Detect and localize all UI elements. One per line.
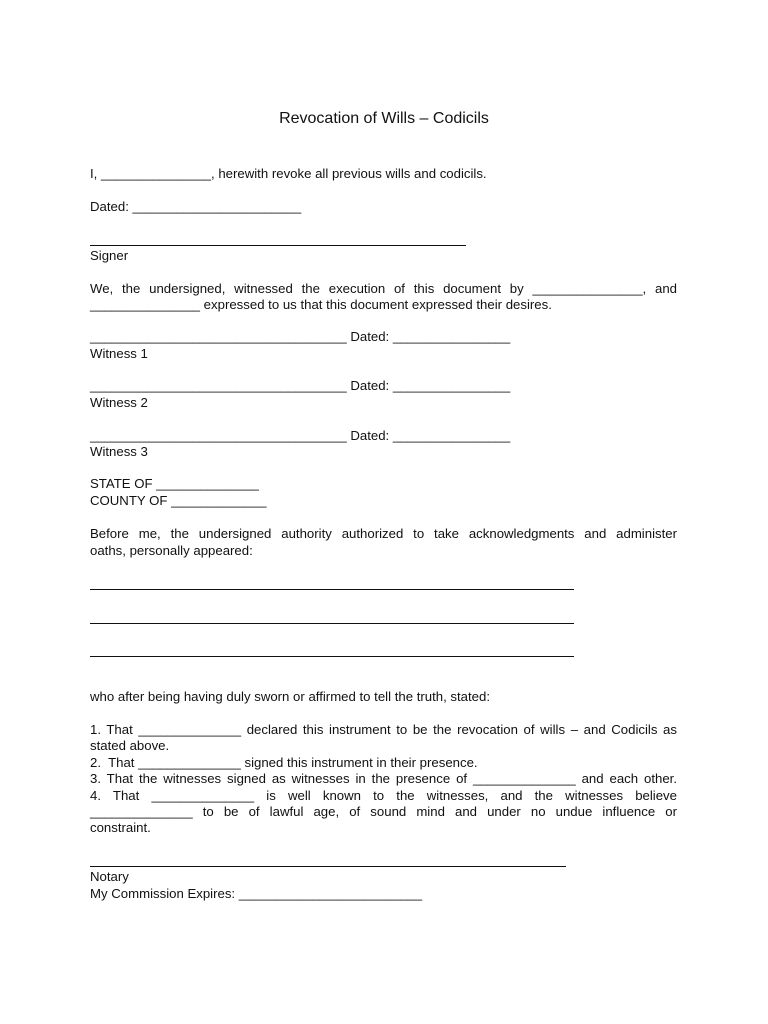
statement-item-1-line-1: 1. That ______________ declared this instrument to be the revocation of wills – and Codicils as: [90, 722, 677, 737]
signer-signature-line: [90, 245, 466, 246]
dated-line: Dated: _______________________: [90, 199, 302, 214]
statement-item-4-line-3: constraint.: [90, 820, 151, 835]
witness-label-1: Witness 1: [90, 346, 148, 361]
revoke-statement: I, _______________, herewith revoke all previous wills and codicils.: [90, 166, 487, 181]
state-line: STATE OF ______________: [90, 476, 259, 491]
notary-label: Notary: [90, 869, 129, 884]
county-line: COUNTY OF _____________: [90, 493, 267, 508]
appeared-name-line-3: [90, 656, 574, 657]
statement-item-4-line-1: 4. That ______________ is well known to the witnesses, and the witnesses believe: [90, 788, 677, 803]
witness-paragraph-line-2: _______________ expressed to us that this document expressed their desires.: [90, 297, 552, 312]
witness-signature-line-3: ___________________________________ Dated: ________________: [90, 428, 511, 443]
witness-signature-line-2: ___________________________________ Dated: ________________: [90, 378, 511, 393]
witness-paragraph-line-1: We, the undersigned, witnessed the execution of this document by _______________, and: [90, 281, 677, 296]
witness-label-3: Witness 3: [90, 444, 148, 459]
witness-label-2: Witness 2: [90, 395, 148, 410]
statement-item-1-line-2: stated above.: [90, 738, 170, 753]
statement-item-2: 2. That ______________ signed this instrument in their presence.: [90, 755, 478, 770]
notary-paragraph-line-1: Before me, the undersigned authority authorized to take acknowledgments and administer: [90, 526, 677, 541]
witness-signature-line-1: ___________________________________ Dated: ________________: [90, 329, 511, 344]
statement-item-4-line-2: ______________ to be of lawful age, of sound mind and under no undue influence or: [90, 804, 677, 819]
notary-signature-line: [90, 866, 566, 867]
sworn-statement: who after being having duly sworn or affirmed to tell the truth, stated:: [90, 689, 490, 704]
appeared-name-line-2: [90, 623, 574, 624]
notary-paragraph-line-2: oaths, personally appeared:: [90, 543, 253, 558]
page-title: Revocation of Wills – Codicils: [279, 110, 489, 127]
commission-expires-line: My Commission Expires: _________________________: [90, 886, 423, 901]
signer-label: Signer: [90, 248, 129, 263]
statement-item-3: 3. That the witnesses signed as witnesses in the presence of ______________ and each other.: [90, 771, 677, 786]
appeared-name-line-1: [90, 589, 574, 590]
